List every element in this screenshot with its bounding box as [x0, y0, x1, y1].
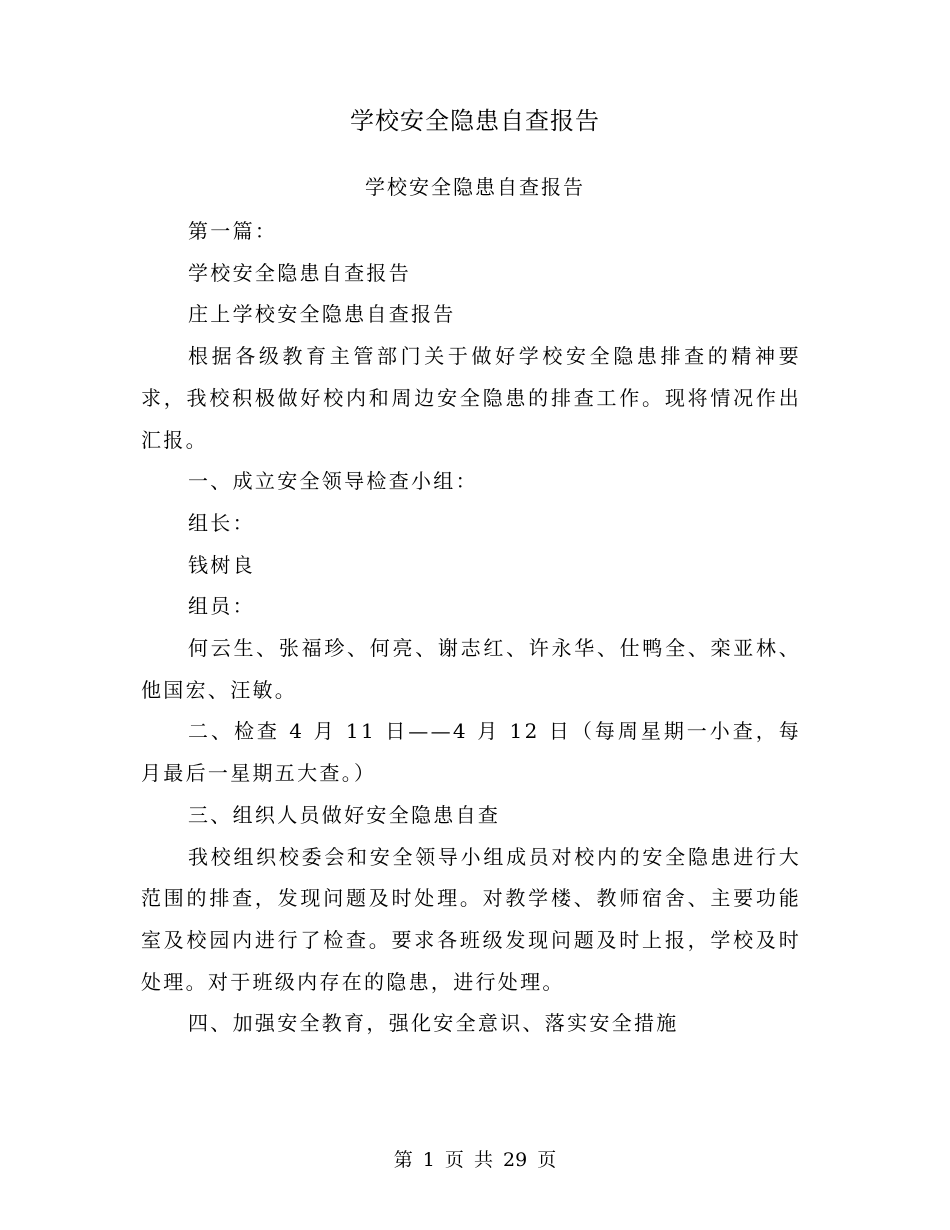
document-title: 学校安全隐患自查报告	[350, 107, 600, 135]
paragraph-school-report-title: 庄上学校安全隐患自查报告	[188, 302, 456, 327]
paragraph-heading-1: 一、成立安全领导检查小组：	[188, 469, 478, 494]
paragraph-leader-label: 组长：	[188, 510, 255, 535]
paragraph-heading-3: 三、组织人员做好安全隐患自查	[188, 802, 501, 827]
paragraph-section-heading: 第一篇：	[188, 219, 278, 243]
paragraph-heading-4: 四、加强安全教育，强化安全意识、落实安全措施	[188, 1011, 679, 1036]
page-number-footer: 第 1 页 共 29 页	[393, 1149, 557, 1171]
paragraph-members-label: 组员：	[188, 594, 255, 619]
paragraph-leader-name: 钱树良	[188, 552, 255, 577]
paragraph-heading-2: 二、检查 4 月 11 日——4 月 12 日（每周星期一小查，每月最后一星期五大查。）	[141, 719, 801, 786]
paragraph-inspection-details: 我校组织校委会和安全领导小组成员对校内的安全隐患进行大范围的排查，发现问题及时处理。对教学楼、教师宿舍、主要功能室及校园内进行了检查。要求各班级发现问题及时上报，学校及时处理。对于班级内存在的隐患，进行处理。	[141, 844, 801, 994]
document-subtitle: 学校安全隐患自查报告	[365, 175, 585, 199]
paragraph-report-title: 学校安全隐患自查报告	[188, 260, 411, 285]
document-body	[141, 211, 801, 1045]
paragraph-members-list: 何云生、张福珍、何亮、谢志红、许永华、仕鸭全、栾亚林、他国宏、汪敏。	[141, 636, 801, 702]
paragraph-intro: 根据各级教育主管部门关于做好学校安全隐患排查的精神要求，我校积极做好校内和周边安全隐患的排查工作。现将情况作出汇报。	[141, 344, 801, 452]
